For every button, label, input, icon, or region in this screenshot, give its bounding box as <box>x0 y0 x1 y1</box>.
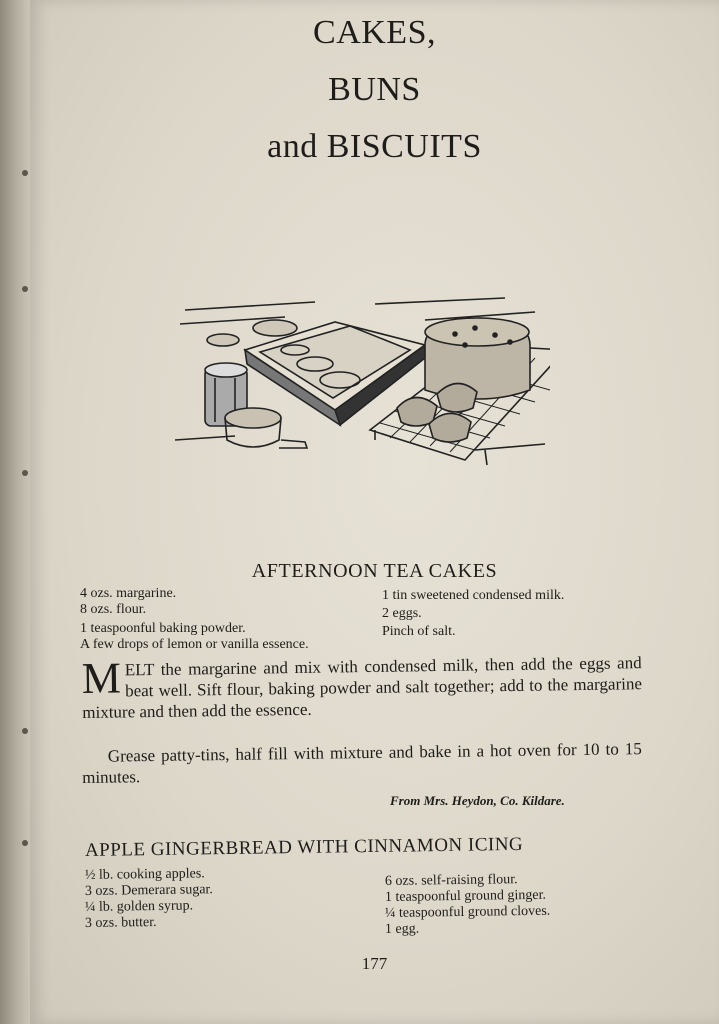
ingredient-item: 3 ozs. Demerara sugar. <box>84 882 213 899</box>
chapter-title-line-1: CAKES, <box>313 14 436 51</box>
book-page <box>30 0 719 1024</box>
ingredient-item: A few drops of lemon or vanilla essence. <box>80 637 309 652</box>
ingredient-item: Pinch of salt. <box>382 624 456 639</box>
baking-scene-illustration <box>175 290 550 475</box>
chapter-title-line-2: BUNS <box>328 71 421 108</box>
ingredient-item: 3 ozs. butter. <box>84 915 157 931</box>
recipe-title: AFTERNOON TEA CAKES <box>251 560 498 582</box>
method-text: ELT the margarine and mix with condensed milk, then add the eggs and beat well. Sift flour, baking powder and salt together; add to the margarine mixture and then add the essence. <box>82 653 643 722</box>
ingredient-item: 1 egg. <box>384 921 420 937</box>
ingredient-item: 6 ozs. self-raising flour. <box>384 872 518 889</box>
binding-stitch <box>22 728 28 734</box>
binding-stitch <box>22 470 28 476</box>
drop-cap: M <box>81 653 122 703</box>
ingredient-item: 2 eggs. <box>382 606 422 621</box>
binding-stitch <box>22 170 28 176</box>
ingredient-item: 1 teaspoonful baking powder. <box>80 621 246 636</box>
page-number: 177 <box>361 954 388 973</box>
ingredient-item: 1 tin sweetened condensed milk. <box>382 588 565 603</box>
binding-stitch <box>22 840 28 846</box>
recipe-title: APPLE GINGERBREAD WITH CINNAMON ICING <box>84 833 524 861</box>
recipe-source: From Mrs. Heydon, Co. Kildare. <box>390 793 565 808</box>
method-paragraph: Grease patty-tins, half fill with mixture and bake in a hot oven for 10 to 15 minutes. <box>82 739 642 787</box>
ingredient-item: 8 ozs. flour. <box>80 602 147 617</box>
ingredient-item: 4 ozs. margarine. <box>80 586 177 601</box>
ingredient-item: ¼ teaspoonful ground cloves. <box>384 903 551 921</box>
ingredient-item: ¼ lb. golden syrup. <box>84 898 194 915</box>
ingredient-item: 1 teaspoonful ground ginger. <box>384 887 547 905</box>
binding-stitch <box>22 286 28 292</box>
chapter-title-line-3: and BISCUITS <box>267 128 482 165</box>
ingredient-item: ½ lb. cooking apples. <box>84 866 205 883</box>
method-paragraph <box>82 652 643 723</box>
